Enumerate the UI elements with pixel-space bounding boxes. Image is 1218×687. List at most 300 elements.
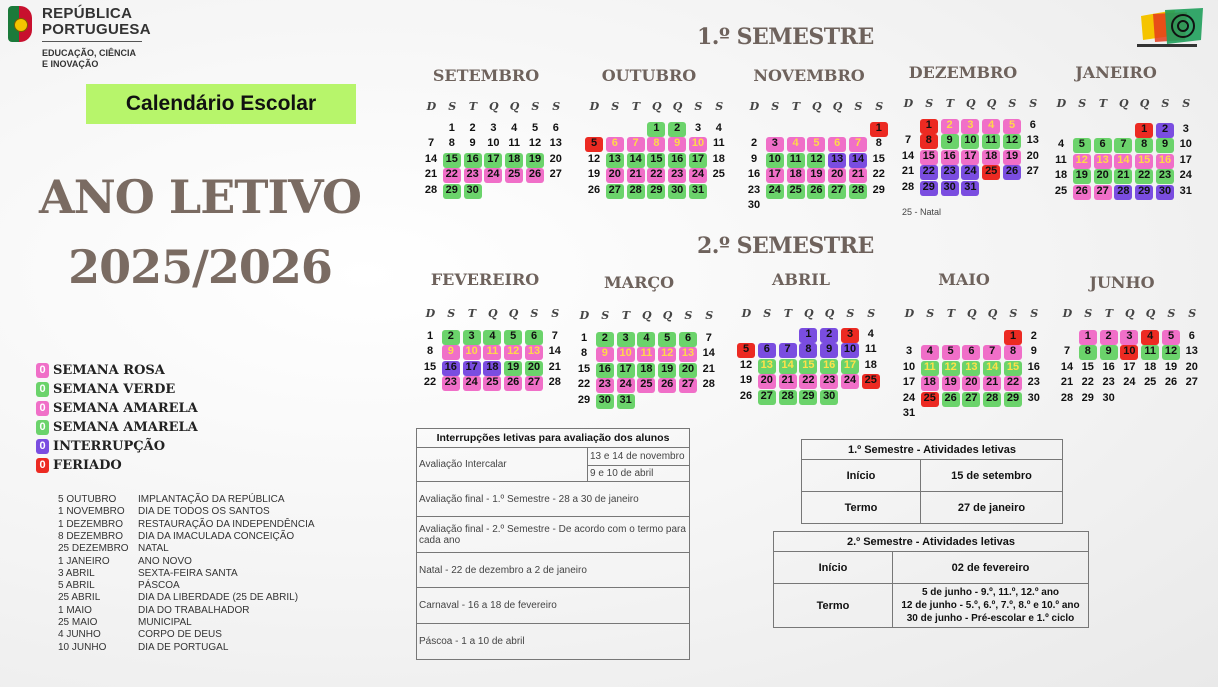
calendar-day: 31 [689, 184, 707, 199]
calendar-day: 18 [505, 153, 523, 168]
month-name: NOVEMBRO [753, 66, 865, 85]
calendar-day: 3 [490, 122, 497, 134]
calendar-day: 4 [921, 345, 939, 360]
calendar-day: 14 [627, 153, 645, 168]
calendar-day: 27 [525, 376, 543, 391]
legend-item [36, 458, 122, 473]
legend-swatch: 0 [36, 382, 49, 397]
calendar-day: 6 [828, 137, 846, 152]
calendar-day: 7 [705, 332, 712, 344]
intercalar-date-2: 9 e 10 de abril [588, 466, 690, 482]
calendar-day: 13 [679, 347, 697, 362]
weekday-label: S [875, 100, 884, 113]
calendar-day: 27 [962, 392, 980, 407]
calendar-day: 8 [448, 137, 455, 150]
weekday-label: Q [1124, 307, 1135, 320]
legend-label: FERIADO [53, 458, 122, 473]
title-line1: ANO LETIVO [39, 170, 361, 224]
calendar-day: 9 [1156, 138, 1174, 153]
republic-name-line2: PORTUGUESA [42, 21, 151, 38]
calendar-day: 4 [1141, 330, 1159, 345]
holiday-name: SEXTA-FEIRA SANTA [138, 567, 238, 579]
weekday-label: S [926, 307, 935, 320]
calendar-day: 7 [551, 330, 558, 342]
calendar-day: 13 [962, 361, 980, 376]
calendar-day: 12 [739, 358, 753, 371]
calendar-day: 4 [637, 332, 655, 347]
weekday-label: S [447, 307, 456, 320]
semester1-end-value: 27 de janeiro [921, 492, 1063, 524]
calendar-day: 30 [668, 184, 686, 199]
calendar-day: 25 [862, 374, 880, 389]
calendar-day: 11 [1141, 345, 1159, 360]
holiday-row [58, 642, 228, 653]
weekday-label: Q [811, 100, 822, 113]
interruption-row: Avaliação final - 2.º Semestre - De acordo com o termo para cada ano [417, 517, 690, 553]
calendar-day: 20 [679, 363, 697, 378]
calendar-day: 26 [1073, 185, 1091, 200]
calendar-day: 29 [1135, 185, 1153, 200]
legend-swatch: 0 [36, 439, 49, 454]
calendar-day: 20 [525, 361, 543, 376]
ministry-line2: E INOVAÇÃO [42, 59, 99, 69]
calendar-day: 18 [1054, 169, 1068, 182]
weekday-label: S [684, 309, 693, 322]
month-name: ABRIL [772, 270, 830, 289]
calendar-day: 23 [464, 168, 482, 183]
intercalar-label: Avaliação Intercalar [417, 448, 588, 482]
weekday-label: S [1167, 307, 1176, 320]
december-note: 25 - Natal [902, 207, 942, 217]
calendar-day: 14 [983, 361, 1001, 376]
calendar-day: 25 [921, 392, 939, 407]
calendar-day: 25 [787, 184, 805, 199]
calendar-day: 23 [1156, 169, 1174, 184]
weekday-label: S [705, 309, 714, 322]
weekday-label: S [763, 307, 772, 320]
calendar-day: 18 [483, 361, 501, 376]
calendar-day: 18 [982, 150, 1000, 165]
calendar-day: 29 [1081, 391, 1094, 404]
calendar-day: 26 [658, 378, 676, 393]
calendar-day: 21 [901, 165, 915, 178]
calendar-day: 29 [647, 184, 665, 199]
calendar-day: 16 [820, 359, 838, 374]
calendar-day: 2 [668, 122, 686, 137]
calendar-day: 8 [799, 343, 817, 358]
calendar-day: 12 [658, 347, 676, 362]
weekday-label: S [771, 100, 780, 113]
interruption-row: Avaliação final - 1.º Semestre - 28 a 30 de janeiro [417, 482, 690, 517]
weekday-label: Q [986, 97, 997, 110]
calendar-day: 24 [766, 184, 784, 199]
weekday-label: S [925, 97, 934, 110]
calendar-day: 22 [872, 168, 885, 181]
calendar-day: 19 [526, 153, 544, 168]
semester1-start-value: 15 de setembro [921, 460, 1063, 492]
weekday-label: T [1098, 97, 1108, 110]
calendar-day: 30 [1027, 391, 1040, 404]
calendar-day: 9 [596, 347, 614, 362]
semester1-title: 1.º SEMESTRE [697, 24, 874, 50]
weekday-label: S [1009, 307, 1018, 320]
calendar-day: 13 [1026, 134, 1039, 147]
holiday-row [58, 556, 192, 567]
calendar-day: 5 [1003, 119, 1021, 134]
calendar-day: 14 [1060, 360, 1074, 373]
calendar-day: 10 [841, 343, 859, 358]
calendar-day: 8 [580, 347, 588, 360]
calendar-day: 11 [982, 134, 1000, 149]
calendar-day: 11 [1055, 153, 1067, 166]
semester1-end-label: Termo [802, 492, 921, 524]
calendar-day: 2 [1030, 330, 1037, 342]
calendar-day: 2 [442, 330, 460, 345]
semester2-end-values [893, 584, 1089, 628]
holiday-date: 25 ABRIL [58, 592, 101, 604]
legend-item [36, 439, 165, 454]
weekday-label: S [1029, 97, 1038, 110]
weekday-label: T [467, 307, 477, 320]
calendar-day: 15 [1135, 154, 1153, 169]
calendar-day: 13 [525, 345, 543, 360]
weekday-label: T [631, 100, 641, 113]
calendar-day: 1 [870, 122, 888, 137]
calendar-day: 3 [905, 345, 913, 358]
calendar-day: 13 [1185, 345, 1198, 358]
weekday-label: Q [641, 309, 652, 322]
calendar-day: 6 [1029, 119, 1036, 131]
calendar-day: 16 [442, 361, 460, 376]
calendar-day: 25 [712, 168, 725, 181]
calendar-day: 29 [920, 181, 938, 196]
calendar-day: 21 [424, 168, 438, 181]
calendar-day: 19 [1073, 169, 1091, 184]
calendar-day: 16 [596, 363, 614, 378]
weekday-label: D [1056, 97, 1067, 110]
legend-swatch: 0 [36, 420, 49, 435]
calendar-day: 5 [531, 122, 539, 134]
calendar-day: 20 [962, 376, 980, 391]
calendar-day: 1 [1135, 123, 1153, 138]
calendar-day: 26 [942, 392, 960, 407]
calendar-day: 8 [1135, 138, 1153, 153]
calendar-day: 9 [1100, 345, 1118, 360]
calendar-day: 28 [548, 376, 561, 389]
interruptions-table-title: Interrupções letivas para avaliação dos alunos [417, 429, 690, 448]
weekday-label: Q [832, 100, 843, 113]
calendar-day: 28 [702, 378, 715, 391]
weekday-label: D [579, 309, 590, 322]
calendar-day: 21 [702, 362, 715, 375]
calendar-day: 28 [424, 183, 438, 196]
semester2-end-value: 30 de junho - Pré-escolar e 1.º ciclo [906, 613, 1075, 624]
calendar-day: 11 [787, 153, 805, 168]
month-name: OUTUBRO [601, 66, 697, 85]
calendar-day: 27 [1026, 165, 1039, 178]
calendar-day: 17 [1179, 153, 1192, 166]
calendar-day: 29 [1004, 392, 1022, 407]
weekday-label: Q [1145, 307, 1156, 320]
weekday-label: T [791, 100, 801, 113]
school-logo-icon [1135, 6, 1207, 52]
holiday-name: DIA DA IMACULADA CONCEIÇÃO [138, 530, 295, 542]
calendar-day: 7 [983, 345, 1001, 360]
calendar-day: 15 [647, 153, 665, 168]
calendar-day: 21 [849, 168, 867, 183]
calendar-day: 29 [577, 393, 591, 406]
calendar-day: 15 [443, 153, 461, 168]
weekday-label: S [1188, 307, 1197, 320]
calendar-day: 19 [807, 168, 825, 183]
calendar-day: 16 [668, 153, 686, 168]
calendar-day: 28 [1060, 391, 1074, 404]
calendar-day: 25 [483, 376, 501, 391]
calendar-day: 4 [787, 137, 805, 152]
weekday-label: T [946, 307, 956, 320]
header-divider [42, 41, 142, 42]
calendar-day: 23 [941, 165, 959, 180]
weekday-label: Q [662, 309, 673, 322]
semester2-end-label: Termo [774, 584, 893, 628]
calendar-day: 16 [1027, 360, 1040, 373]
calendar-day: 17 [902, 376, 916, 389]
holiday-date: 10 JUNHO [58, 641, 107, 653]
calendar-day: 10 [487, 137, 500, 150]
calendar-day: 14 [548, 345, 561, 358]
calendar-day: 22 [799, 374, 817, 389]
calendar-day: 10 [1120, 345, 1138, 360]
holiday-row [58, 605, 250, 616]
ministry-line1: EDUCAÇÃO, CIÊNCIA [42, 48, 137, 58]
weekday-label: Q [651, 100, 662, 113]
calendar-day: 20 [549, 152, 562, 165]
calendar-day: 22 [647, 168, 665, 183]
calendar-day: 18 [712, 152, 725, 165]
calendar-day: 1 [920, 119, 938, 134]
calendar-day: 2 [596, 332, 614, 347]
semester2-start-label: Início [774, 552, 893, 584]
calendar-day: 5 [1162, 330, 1180, 345]
holiday-row [58, 580, 180, 591]
calendar-day: 25 [982, 165, 1000, 180]
holiday-name: MUNICIPAL [138, 617, 192, 628]
calendar-day: 15 [1004, 361, 1022, 376]
calendar-day: 22 [1004, 376, 1022, 391]
calendar-day: 15 [872, 152, 885, 165]
calendar-day: 9 [750, 152, 758, 165]
calendar-day: 28 [779, 390, 797, 405]
holiday-date: 1 MAIO [58, 604, 92, 616]
calendar-day: 14 [702, 347, 715, 360]
weekday-label: D [904, 307, 915, 320]
calendar-day: 7 [427, 137, 435, 150]
weekday-label: S [531, 100, 540, 113]
calendar-day: 24 [961, 165, 979, 180]
weekday-label: Q [965, 97, 976, 110]
calendar-day: 1 [799, 328, 817, 343]
calendar-day: 10 [766, 153, 784, 168]
calendar-day: 24 [1123, 376, 1136, 389]
legend-label: INTERRUPÇÃO [53, 439, 166, 454]
weekday-label: S [448, 100, 457, 113]
calendar-day: 1 [1079, 330, 1097, 345]
calendar-day: 19 [739, 374, 753, 387]
calendar-day: 16 [464, 153, 482, 168]
calendar-day: 21 [1114, 169, 1132, 184]
calendar-day: 2 [941, 119, 959, 134]
calendar-day: 14 [1114, 154, 1132, 169]
calendar-day: 22 [443, 168, 461, 183]
calendar-day: 4 [511, 122, 518, 134]
weekday-label: D [903, 97, 914, 110]
calendar-day: 18 [921, 376, 939, 391]
weekday-label: D [749, 100, 760, 113]
calendar-day: 7 [1063, 345, 1071, 358]
legend-label: SEMANA ROSA [53, 363, 165, 378]
month-name: MARÇO [603, 273, 675, 292]
calendar-day: 23 [668, 168, 686, 183]
weekday-label: D [1062, 307, 1073, 320]
weekday-label: D [426, 100, 437, 113]
calendar-day: 21 [779, 374, 797, 389]
calendar-day: 12 [528, 137, 542, 150]
semester2-end-value: 5 de junho - 9.º, 11.º, 12.º ano [921, 587, 1060, 598]
weekday-label: Q [672, 100, 683, 113]
calendar-day: 10 [689, 137, 707, 152]
holiday-row [58, 617, 192, 628]
legend-item [36, 401, 198, 416]
calendar-day: 11 [712, 137, 725, 150]
weekday-label: T [621, 309, 631, 322]
calendar-day: 26 [587, 183, 601, 196]
holiday-name: IMPLANTAÇÃO DA REPÚBLICA [138, 494, 285, 505]
calendar-day: 14 [901, 149, 915, 162]
calendar-day: 21 [627, 168, 645, 183]
month-name: DEZEMBRO [908, 63, 1018, 82]
weekday-label: S [1182, 97, 1191, 110]
calendar-day: 31 [617, 394, 635, 409]
legend-item [36, 363, 165, 378]
calendar-day: 23 [1102, 376, 1115, 389]
calendar-day: 9 [820, 343, 838, 358]
weekday-label: S [551, 307, 560, 320]
holiday-date: 1 NOVEMBRO [58, 506, 125, 518]
calendar-day: 3 [617, 332, 635, 347]
calendar-day: 30 [596, 394, 614, 409]
calendar-day: 6 [525, 330, 543, 345]
holiday-date: 5 OUTUBRO [58, 494, 117, 505]
weekday-label: S [601, 309, 610, 322]
calendar-day: 28 [627, 184, 645, 199]
calendar-day: 3 [961, 119, 979, 134]
calendar-day: 9 [941, 134, 959, 149]
calendar-day: 12 [1003, 134, 1021, 149]
calendar-day: 8 [426, 345, 434, 358]
calendar-day: 17 [689, 153, 707, 168]
calendar-day: 18 [637, 363, 655, 378]
calendar-day: 16 [1156, 154, 1174, 169]
calendar-day: 29 [799, 390, 817, 405]
weekday-label: Q [487, 307, 498, 320]
calendar-day: 24 [463, 376, 481, 391]
calendar-day: 29 [872, 183, 885, 196]
calendar-day: 15 [920, 150, 938, 165]
legend-swatch: 0 [36, 363, 49, 378]
legend-swatch: 0 [36, 401, 49, 416]
calendar-day: 30 [464, 184, 482, 199]
calendar-day: 16 [941, 150, 959, 165]
calendar-day: 21 [548, 360, 561, 373]
intercalar-date-1: 13 e 14 de novembro [588, 448, 690, 466]
calendar-day: 20 [1185, 360, 1198, 373]
calendar-day: 17 [617, 363, 635, 378]
calendar-day: 7 [904, 134, 912, 147]
calendar-day: 12 [1073, 154, 1091, 169]
holiday-date: 1 JANEIRO [58, 555, 110, 567]
calendar-day: 2 [469, 122, 476, 134]
weekday-label: Q [509, 100, 520, 113]
interruption-row: Páscoa - 1 a 10 de abril [417, 624, 690, 660]
calendar-day: 27 [828, 184, 846, 199]
month-name: FEVEREIRO [430, 270, 540, 289]
calendar-day: 13 [1094, 154, 1112, 169]
holiday-name: DIA DE TODOS OS SANTOS [138, 506, 270, 518]
semester1-table-title: 1.º Semestre - Atividades letivas [802, 440, 1063, 460]
weekday-label: D [741, 307, 752, 320]
calendar-day: 1 [426, 330, 434, 342]
weekday-label: Q [1118, 97, 1129, 110]
calendar-day: 11 [483, 345, 501, 360]
holiday-date: 5 ABRIL [58, 580, 95, 592]
calendar-day: 16 [1102, 360, 1115, 373]
calendar-day: 19 [658, 363, 676, 378]
calendar-day: 12 [807, 153, 825, 168]
weekday-label: T [945, 97, 955, 110]
calendar-day: 9 [668, 137, 686, 152]
calendar-day: 15 [799, 359, 817, 374]
calendar-day: 23 [1027, 376, 1040, 389]
calendar-day: 13 [758, 359, 776, 374]
calendar-day: 23 [820, 374, 838, 389]
holiday-row [58, 506, 270, 517]
calendar-day: 19 [587, 168, 601, 181]
calendar-day: 18 [864, 358, 877, 371]
holiday-row [58, 531, 294, 542]
weekday-label: T [1104, 307, 1114, 320]
calendar-day: 4 [867, 328, 874, 340]
calendar-day: 8 [1079, 345, 1097, 360]
calendar-day: 13 [828, 153, 846, 168]
holiday-name: ANO NOVO [138, 555, 192, 567]
calendar-day: 27 [606, 184, 624, 199]
calendar-day: 11 [864, 343, 877, 356]
legend-label: SEMANA AMARELA [53, 420, 198, 435]
weekday-label: Q [966, 307, 977, 320]
weekday-label: S [715, 100, 724, 113]
weekday-label: S [846, 307, 855, 320]
calendar-day: 16 [747, 168, 761, 181]
calendar-day: 31 [961, 181, 979, 196]
weekday-label: S [1084, 307, 1093, 320]
calendar-day: 22 [1135, 169, 1153, 184]
calendar-day: 15 [423, 360, 437, 373]
holiday-name: PÁSCOA [138, 580, 180, 592]
calendar-day: 6 [1094, 138, 1112, 153]
calendar-day: 25 [1054, 184, 1068, 197]
calendar-day: 8 [647, 137, 665, 152]
calendar-day: 26 [504, 376, 522, 391]
